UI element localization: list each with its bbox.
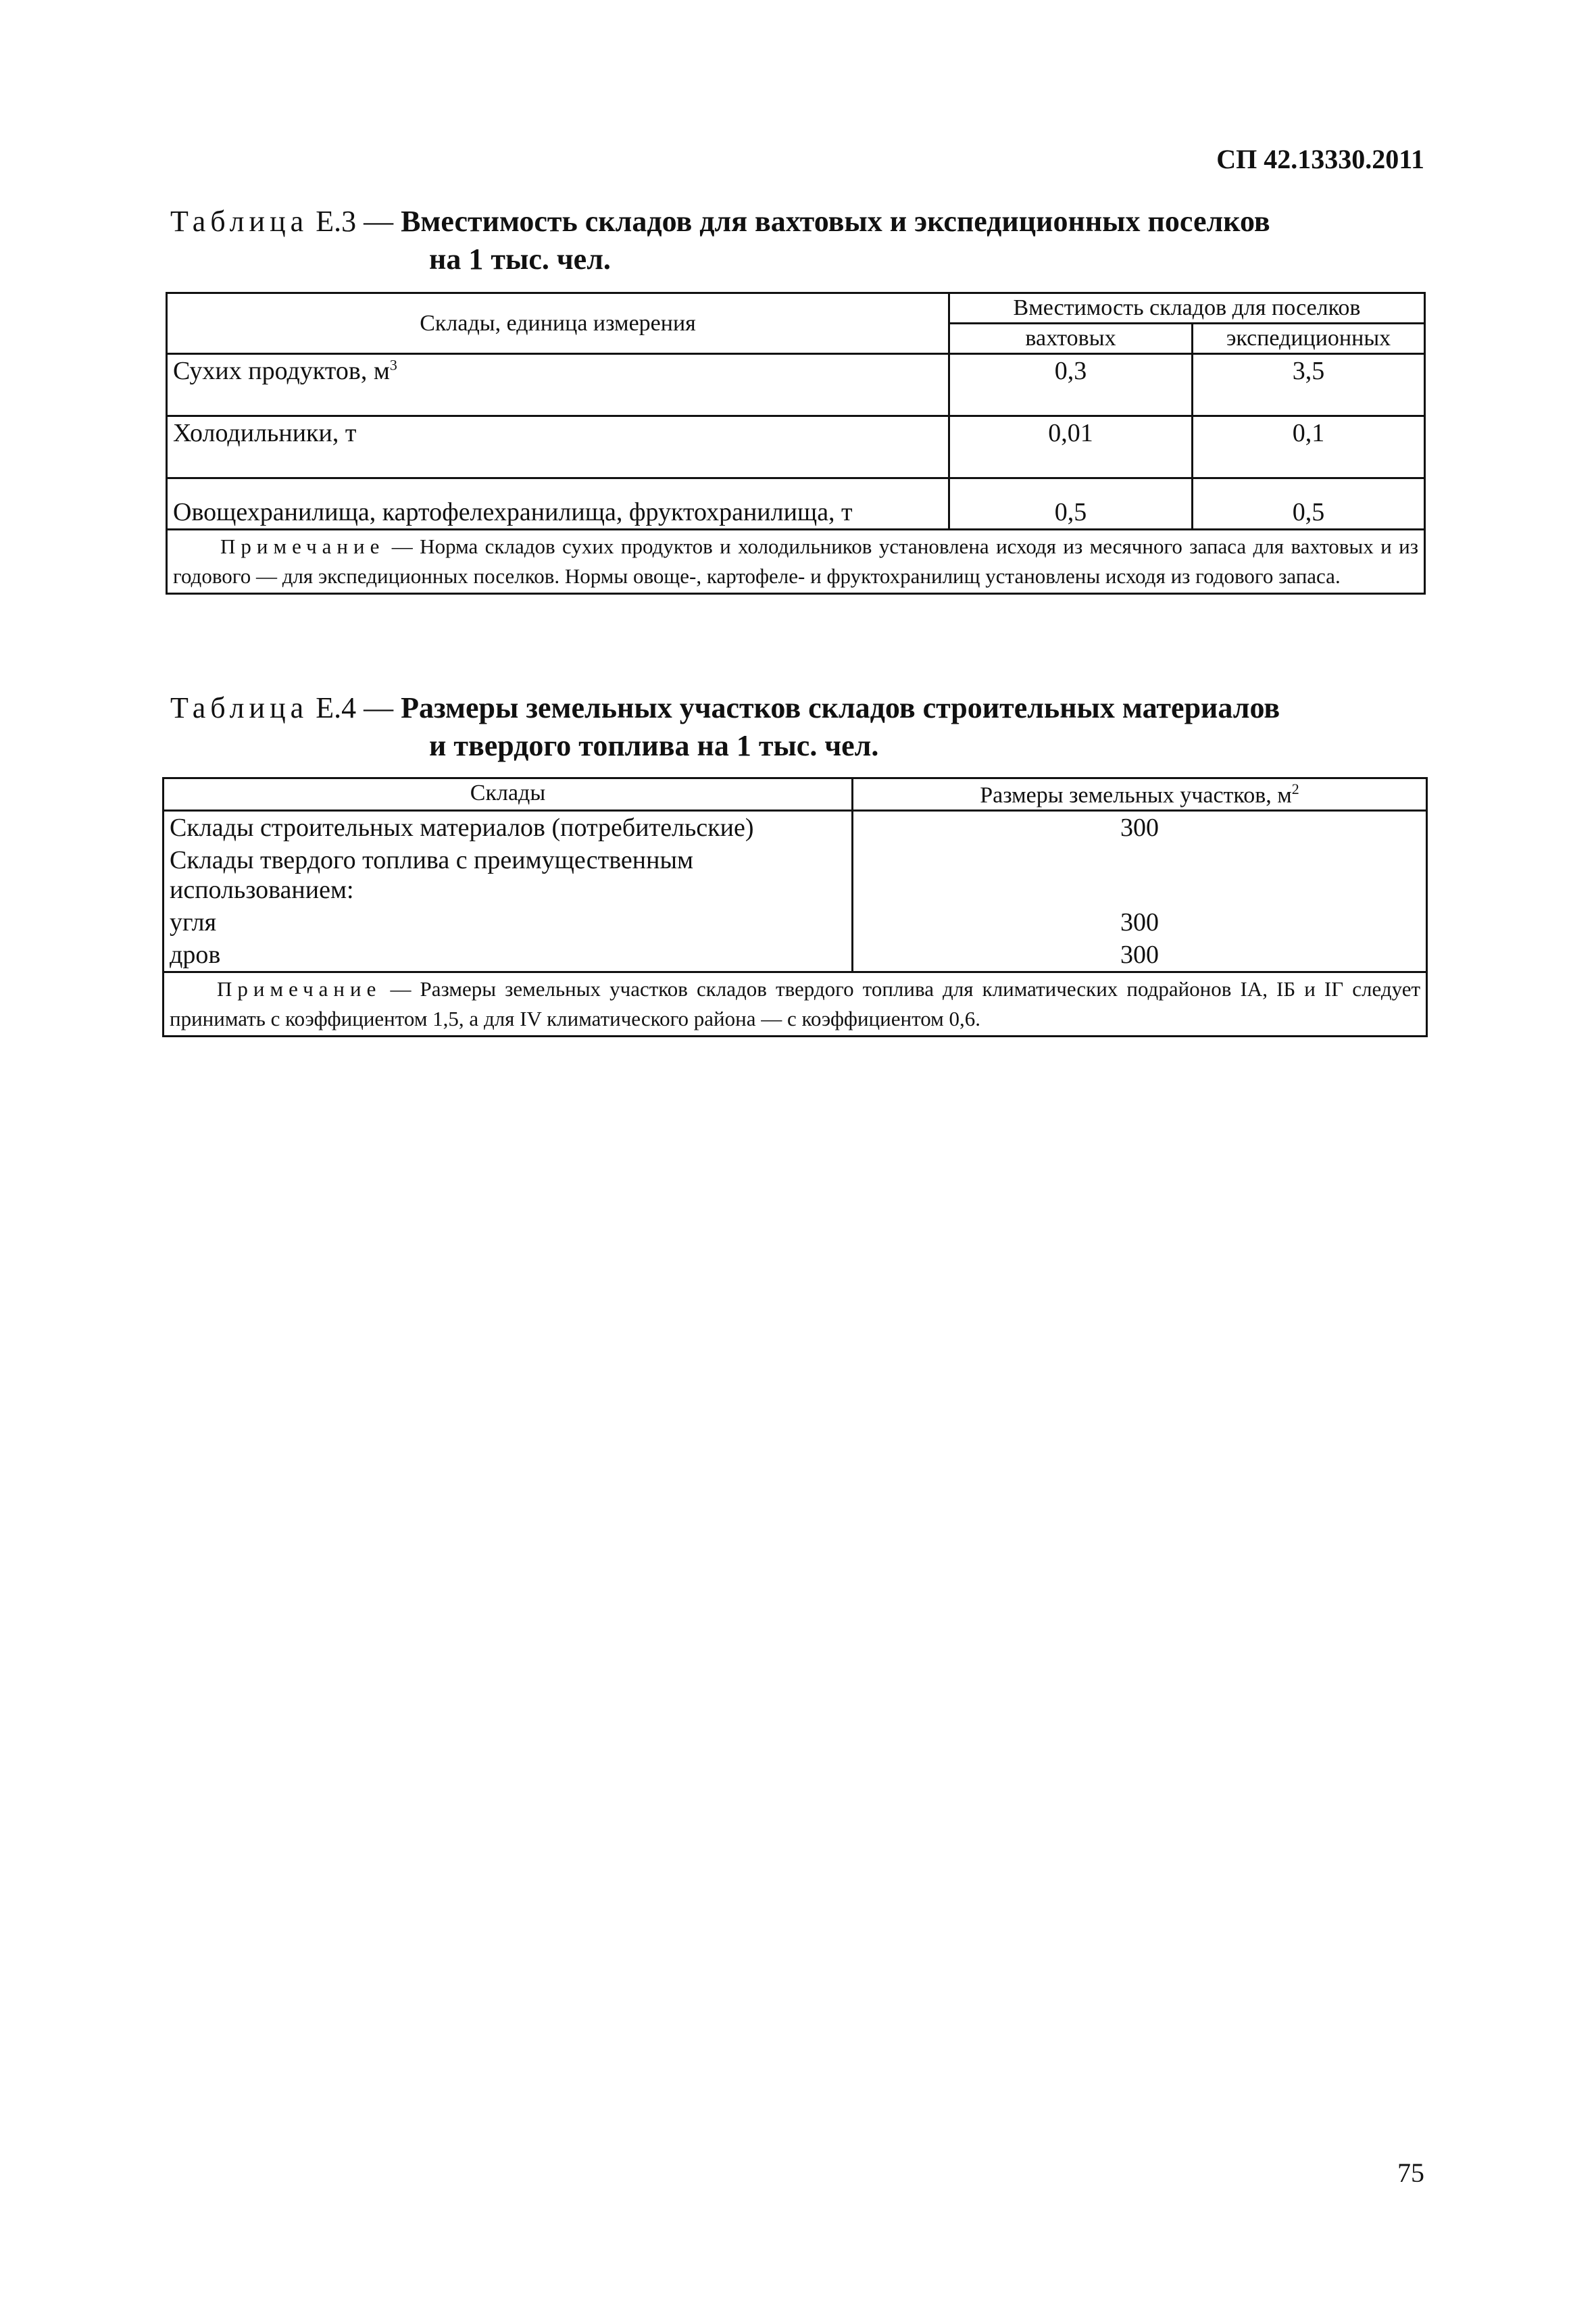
table-e3-col-head-shift: вахтовых (949, 324, 1193, 354)
table-e4-cell-value: 300 (853, 906, 1427, 939)
table-e4-cell-name: угля (164, 906, 853, 939)
table-e3-col-head-expedition: экспедиционных (1193, 324, 1425, 354)
table-e4-cell-name: Склады твердого топлива с преимущественным использованием: (164, 844, 853, 906)
table-e3-col-head-storage: Склады, единица измерения (167, 293, 949, 354)
table-e3-cell-name-text: Сухих продуктов, м (173, 357, 390, 385)
table-e4-note-text: — Размеры земельных участков складов твердого топлива для климатических подрайонов IА, IБ и IГ следует принимать с коэффициентом 1,5, а для IV климатического района — с коэффициентом 0,6. (170, 977, 1420, 1031)
table-row (167, 478, 1425, 530)
table-row (164, 811, 1427, 845)
table-e3-cell-value: 3,5 (1193, 354, 1425, 416)
table-e3-title-line1: Вместимость складов для вахтовых и экспедиционных поселков (401, 205, 1270, 238)
table-e4-col-head-size-sup: 2 (1291, 780, 1299, 797)
table-e3-note-label: Примечание (220, 534, 385, 558)
table-e3-cell-value: 0,3 (949, 354, 1193, 416)
table-e4-label: Таблица (170, 691, 309, 724)
table-e4-caption (170, 689, 1420, 765)
table-e4-number: Е.4 — (308, 691, 401, 724)
table-e3-cell-value: 0,1 (1193, 416, 1425, 478)
table-e4-cell-name: дров (164, 939, 853, 972)
table-e3-note (167, 530, 1425, 594)
table-e3-cell-unit-sup: 3 (389, 356, 397, 374)
table-row (164, 906, 1427, 939)
table-e4-cell-value (853, 844, 1427, 906)
table-row (167, 354, 1425, 416)
table-e4-title-line1: Размеры земельных участков складов строительных материалов (401, 691, 1280, 724)
table-e3-cell-name (167, 478, 949, 530)
table-e3-caption (170, 203, 1420, 278)
table-e4-note-label: Примечание (217, 977, 382, 1001)
table-e3-note-text: — Норма складов сухих продуктов и холодильников установлена исходя из месячного запаса для вахтовых и из годового — для экспедиционных поселков. Нормы овоще-, картофеле- и фруктохранилищ установлены исходя из годового запаса. (173, 534, 1418, 588)
table-e3 (166, 292, 1426, 595)
table-e4-cell-name: Склады строительных материалов (потребительские) (164, 811, 853, 845)
table-e4-cell-value: 300 (853, 939, 1427, 972)
table-e3-cell-value: 0,5 (1193, 478, 1425, 530)
table-e4-title-line2: и твердого топлива на 1 тыс. чел. (429, 729, 879, 762)
table-e3-cell-name (167, 354, 949, 416)
table-e4-col-head-size-text: Размеры земельных участков, м (980, 782, 1292, 808)
table-e4 (162, 777, 1428, 1037)
table-e3-cell-value: 0,5 (949, 478, 1193, 530)
table-row (167, 416, 1425, 478)
table-e3-label: Таблица (170, 205, 309, 238)
table-e3-cell-value: 0,01 (949, 416, 1193, 478)
table-e3-title-line2: на 1 тыс. чел. (429, 243, 611, 276)
table-e4-col-head-size (853, 778, 1427, 811)
table-row (164, 844, 1427, 906)
table-e3-cell-name (167, 416, 949, 478)
document-code: СП 42.13330.2011 (1216, 144, 1424, 174)
table-e4-cell-value: 300 (853, 811, 1427, 845)
table-e3-cell-name-text: Холодильники, т (173, 419, 357, 447)
table-e3-col-head-group: Вместимость складов для поселков (949, 293, 1425, 324)
table-e4-note (164, 972, 1427, 1037)
table-e3-cell-name-text: Овощехранилища, картофелехранилища, фруктохранилища, т (173, 498, 853, 526)
table-e4-col-head-storage: Склады (164, 778, 853, 811)
table-row (164, 939, 1427, 972)
page-number: 75 (1397, 2158, 1424, 2188)
table-e3-number: Е.3 — (308, 205, 401, 238)
